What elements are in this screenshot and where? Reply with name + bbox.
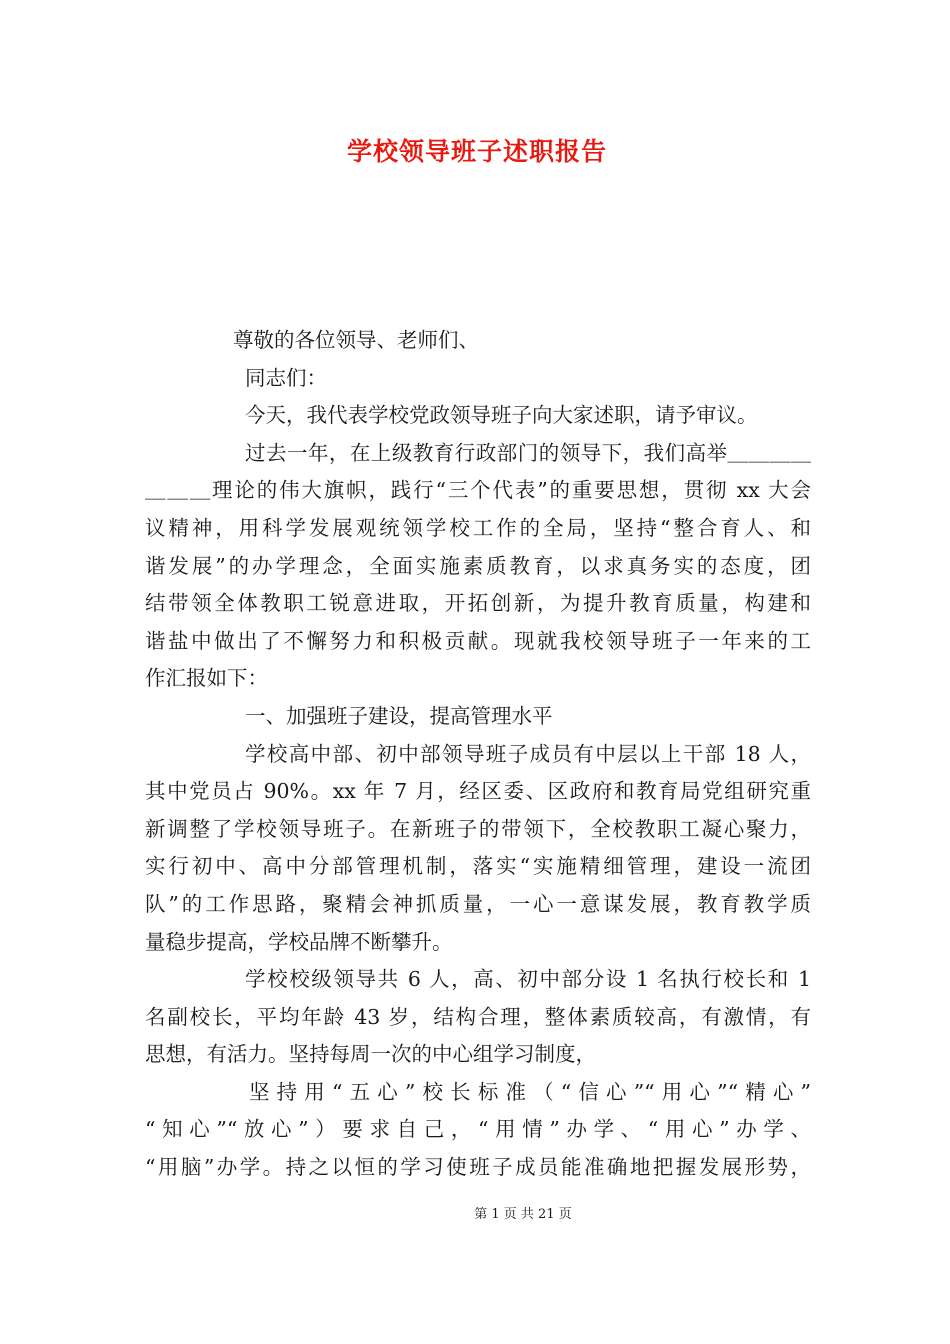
- paragraph-line: 学校校级领导共 6 人，高、初中部分设 1 名执行校长和 1: [245, 967, 811, 992]
- document-title: 学校领导班子述职报告: [346, 137, 607, 166]
- paragraph-line: 量稳步提高，学校品牌不断攀升。: [145, 929, 453, 954]
- paragraph-line: 作汇报如下：: [145, 666, 268, 691]
- paragraph-line: “知心”“放心”）要求自己，“用情”办学、“用心”办学、: [145, 1117, 811, 1142]
- page-footer: 第 1 页 共 21 页: [474, 1207, 572, 1222]
- paragraph-line: 过去一年，在上级教育行政部门的领导下，我们高举＿＿＿＿: [245, 440, 811, 465]
- paragraph-line: 思想，有活力。坚持每周一次的中心组学习制度，: [145, 1042, 596, 1067]
- paragraph-line: 实行初中、高中分部管理机制，落实“实施精细管理，建设一流团: [145, 854, 811, 879]
- paragraph-line: 谐盐中做出了不懈努力和积极贡献。现就我校领导班子一年来的工: [145, 628, 811, 653]
- paragraph-line: 一、加强班子建设，提高管理水平: [245, 703, 553, 728]
- document-body: [145, 322, 811, 1187]
- paragraph-line: ＿＿＿理论的伟大旗帜，践行“三个代表”的重要思想，贯彻 xx 大会: [145, 478, 811, 503]
- paragraph-line: “用脑”办学。持之以恒的学习使班子成员能准确地把握发展形势，: [145, 1155, 811, 1180]
- paragraph-line: 学校高中部、初中部领导班子成员有中层以上干部 18 人，: [245, 741, 811, 766]
- paragraph-line: 新调整了学校领导班子。在新班子的带领下，全校教职工凝心聚力，: [145, 816, 811, 841]
- paragraph-line: 同志们：: [245, 365, 327, 390]
- paragraph-line: 其中党员占 90%。xx 年 7 月，经区委、区政府和教育局党组研究重: [145, 779, 811, 804]
- paragraph-line: 名副校长，平均年龄 43 岁，结构合理，整体素质较高，有激情，有: [145, 1004, 811, 1029]
- paragraph-line: 今天，我代表学校党政领导班子向大家述职，请予审议。: [245, 403, 758, 428]
- paragraph-line: 结带领全体教职工锐意进取，开拓创新，为提升教育质量，构建和: [145, 591, 811, 616]
- paragraph-line: 坚持用“五心”校长标准（“信心”“用心”“精心”: [249, 1079, 811, 1104]
- paragraph-line: 队”的工作思路，聚精会神抓质量，一心一意谋发展，教育教学质: [145, 891, 811, 916]
- paragraph-line: 议精神，用科学发展观统领学校工作的全局，坚持“整合育人、和: [145, 515, 811, 540]
- paragraph-line: 谐发展”的办学理念，全面实施素质教育，以求真务实的态度，团: [145, 553, 811, 578]
- paragraph-line: 尊敬的各位领导、老师们、: [233, 328, 479, 352]
